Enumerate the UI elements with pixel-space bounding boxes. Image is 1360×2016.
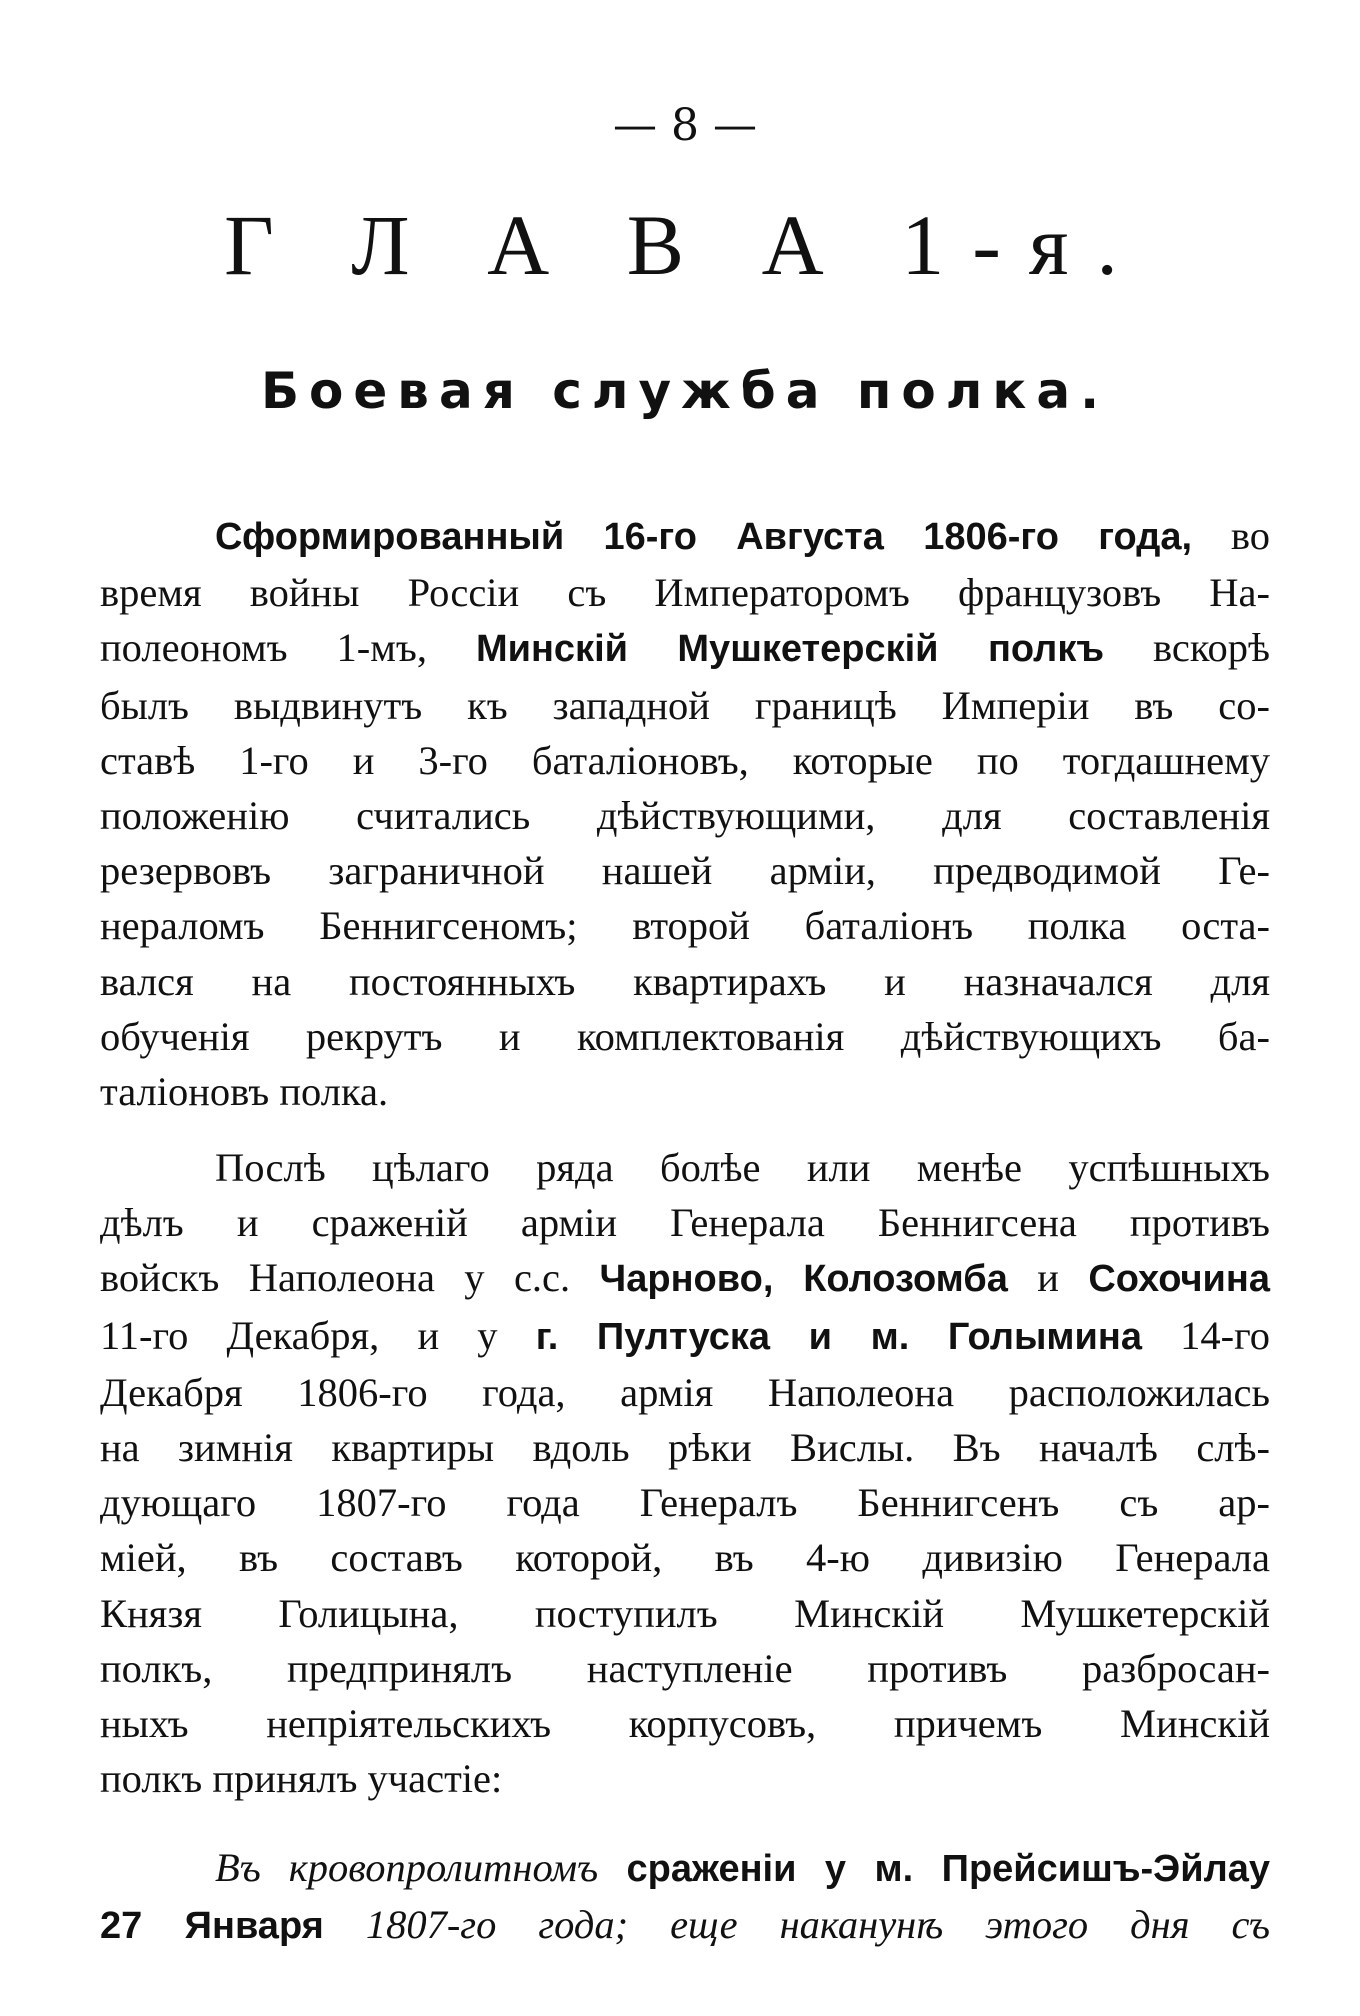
text-line: 27 Января 1807-го года; еще наканунѣ этого дня съ bbox=[100, 1902, 1270, 1948]
paragraph-1 bbox=[100, 508, 1270, 1119]
text-line: Декабря 1806-го года, армія Наполеона расположилась bbox=[100, 1369, 1270, 1415]
text-line: Сформированный 16-го Августа 1806-го года, во bbox=[215, 513, 1270, 558]
text-line: вался на постоянныхъ квартирахъ и назначался для bbox=[100, 958, 1270, 1004]
text-line: ныхъ непріятельскихъ корпусовъ, причемъ Минскій bbox=[100, 1701, 1270, 1747]
text-line: Князя Голицына, поступилъ Минскій Мушкетерскій bbox=[100, 1590, 1270, 1636]
text-line: Послѣ цѣлаго ряда болѣе или менѣе успѣшныхъ bbox=[215, 1145, 1270, 1190]
text-line: полеономъ 1-мъ, Минскій Мушкетерскій полкъ вскорѣ bbox=[100, 625, 1270, 671]
text-line: обученія рекрутъ и комплектованія дѣйствующихъ ба- bbox=[100, 1013, 1270, 1059]
text-line: былъ выдвинутъ къ западной границѣ Имперіи въ со- bbox=[100, 682, 1270, 728]
book-page bbox=[100, 0, 1270, 2016]
text-line: на зимнія квартиры вдоль рѣки Вислы. Въ началѣ слѣ- bbox=[100, 1425, 1270, 1471]
text-line: ставѣ 1-го и 3-го баталіоновъ, которые по тогдашнему bbox=[100, 737, 1270, 783]
section-title: Боевая служба полка. bbox=[260, 362, 1110, 420]
text-line: полкъ, предпринялъ наступленіе противъ разбросан- bbox=[100, 1645, 1270, 1691]
text-line: резервовъ заграничной нашей арміи, предводимой Ге- bbox=[100, 848, 1270, 894]
text-line: войскъ Наполеона у с.с. Чарново, Колозомба и Сохочина bbox=[100, 1255, 1270, 1301]
text-line: міей, въ составъ которой, въ 4-ю дивизію Генерала bbox=[100, 1535, 1270, 1581]
page-number: — 8 — bbox=[613, 100, 757, 151]
chapter-title: Г Л А В А 1-я. bbox=[224, 197, 1146, 293]
text-line: Въ кровопролитномъ сраженіи у м. Прейсишъ-Эйлау bbox=[215, 1845, 1270, 1890]
text-line: таліоновъ полка. bbox=[100, 1069, 389, 1115]
text-line: время войны Россіи съ Императоромъ французовъ На- bbox=[100, 570, 1270, 616]
paragraph-3 bbox=[100, 1840, 1270, 1954]
text-line: полкъ принялъ участіе: bbox=[100, 1756, 503, 1802]
text-line: дѣлъ и сраженій арміи Генерала Беннигсена противъ bbox=[100, 1200, 1270, 1246]
paragraph-2 bbox=[100, 1140, 1270, 1806]
text-line: 11-го Декабря, и у г. Пултуска и м. Голымина 14-го bbox=[100, 1312, 1270, 1358]
text-line: дующаго 1807-го года Генералъ Беннигсенъ съ ар- bbox=[100, 1480, 1270, 1526]
text-line: нераломъ Беннигсеномъ; второй баталіонъ полка оста- bbox=[100, 903, 1270, 949]
text-line: положенію считались дѣйствующими, для составленія bbox=[100, 793, 1270, 839]
